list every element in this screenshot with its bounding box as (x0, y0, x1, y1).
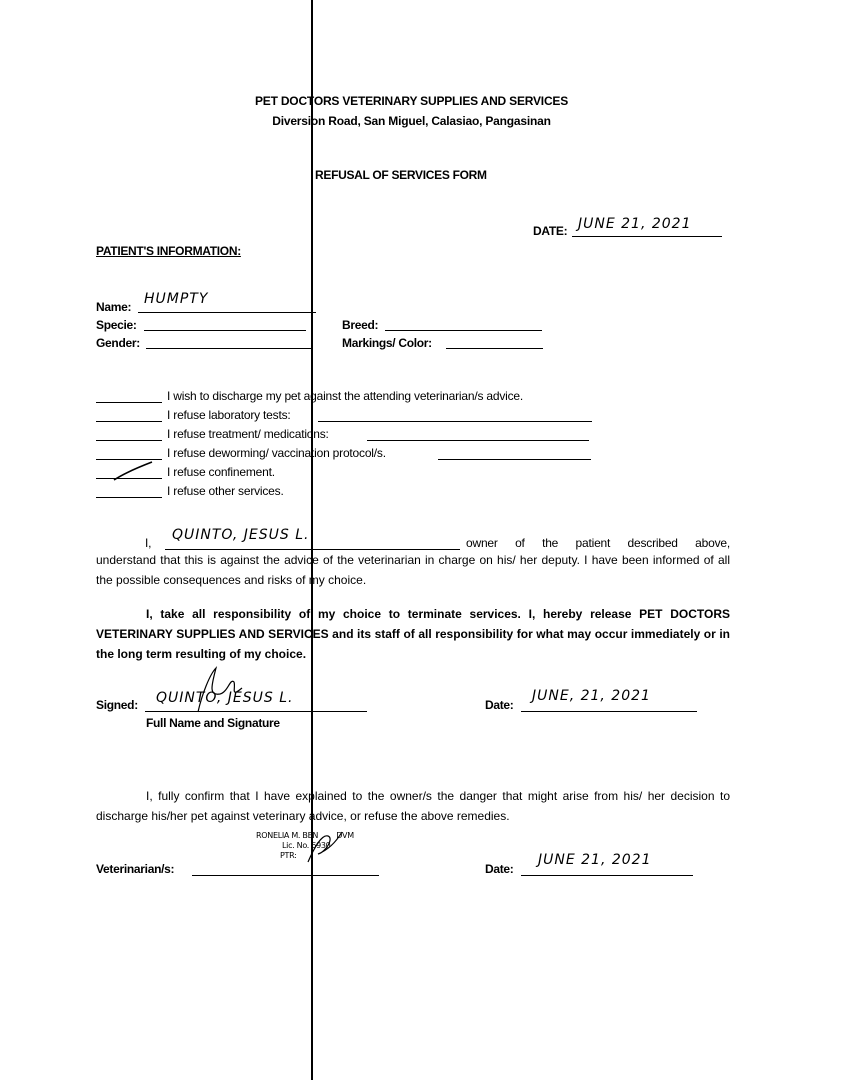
signed-date-label: Date: (485, 698, 514, 712)
breed-line (385, 330, 542, 331)
check-mark-icon (112, 460, 156, 482)
option-blank[interactable] (96, 440, 162, 441)
signed-caption: Full Name and Signature (146, 716, 280, 730)
veterinarian-label: Veterinarian/s: (96, 862, 175, 876)
owner-name-value: QUINTO, JESUS L. (172, 527, 310, 543)
vet-confirmation: I, fully confirm that I have explained to the owner/s the danger that might arise from his/ her decision to discharge his/her pet against veterinary advice, or refuse the above remedies. (96, 789, 730, 823)
option-text: I refuse other services. (167, 484, 284, 498)
date-label: DATE: (533, 224, 568, 238)
company-address: Diversion Road, San Miguel, Calasiao, Pangasinan (272, 114, 551, 128)
option-detail-line (367, 440, 589, 441)
option-blank[interactable] (96, 421, 162, 422)
signed-date-line (521, 711, 697, 712)
stamp-title: DVM (336, 831, 354, 840)
statement-line1-end: owner of the patient described above, (466, 536, 730, 550)
option-detail-line (318, 421, 592, 422)
company-name: PET DOCTORS VETERINARY SUPPLIES AND SERVICES (254, 94, 569, 108)
signed-date-value: JUNE, 21, 2021 (532, 688, 651, 704)
breed-label: Breed: (342, 318, 379, 332)
markings-label: Markings/ Color: (342, 336, 432, 350)
statement-prefix: I, (145, 536, 152, 550)
vet-date-value: JUNE 21, 2021 (538, 852, 652, 868)
signed-value: QUINTO, JESUS L. (156, 690, 294, 706)
signed-line (145, 711, 367, 712)
stamp-name: RONELIA M. BEN (256, 831, 319, 840)
statement-text: understand that this is against the advice of the veterinarian in charge on his/ her deputy. I have been informed of all the possible consequences and risks of my choice. (96, 553, 730, 587)
signed-label: Signed: (96, 698, 138, 712)
option-blank[interactable] (96, 497, 162, 498)
vet-date-label: Date: (485, 862, 514, 876)
option-blank[interactable] (96, 402, 162, 403)
date-line (572, 236, 722, 237)
veterinarian-line (192, 875, 379, 876)
option-detail-line (438, 459, 591, 460)
option-text: I wish to discharge my pet against the attending veterinarian/s advice. (167, 389, 524, 403)
option-text: I refuse laboratory tests: (167, 408, 291, 422)
option-text: I refuse confinement. (167, 465, 275, 479)
vet-signature-scribble (304, 828, 346, 868)
markings-line (446, 348, 543, 349)
stamp-ptr: PTR: (280, 851, 297, 860)
gender-line (146, 348, 312, 349)
specie-line (144, 330, 306, 331)
form-title: REFUSAL OF SERVICES FORM (315, 168, 487, 182)
date-value: JUNE 21, 2021 (578, 216, 692, 232)
patient-section-title: PATIENT'S INFORMATION: (96, 244, 241, 258)
option-text: I refuse deworming/ vaccination protocol/s. (167, 446, 386, 460)
name-value: HUMPTY (144, 291, 209, 307)
specie-label: Specie: (96, 318, 137, 332)
gender-label: Gender: (96, 336, 140, 350)
fold-line (311, 0, 313, 1080)
stamp-license: Lic. No. 6930 (282, 841, 331, 850)
name-label: Name: (96, 300, 132, 314)
vet-date-line (521, 875, 693, 876)
option-text: I refuse treatment/ medications: (167, 427, 329, 441)
release-paragraph: I, take all responsibility of my choice to terminate services. I, hereby release PET DOCTORS VETERINARY SUPPLIES AND SERVICES and its staff of all responsibility for what may occur immediately or in the long term resulting of my choice. (96, 607, 730, 661)
name-line (138, 312, 316, 313)
